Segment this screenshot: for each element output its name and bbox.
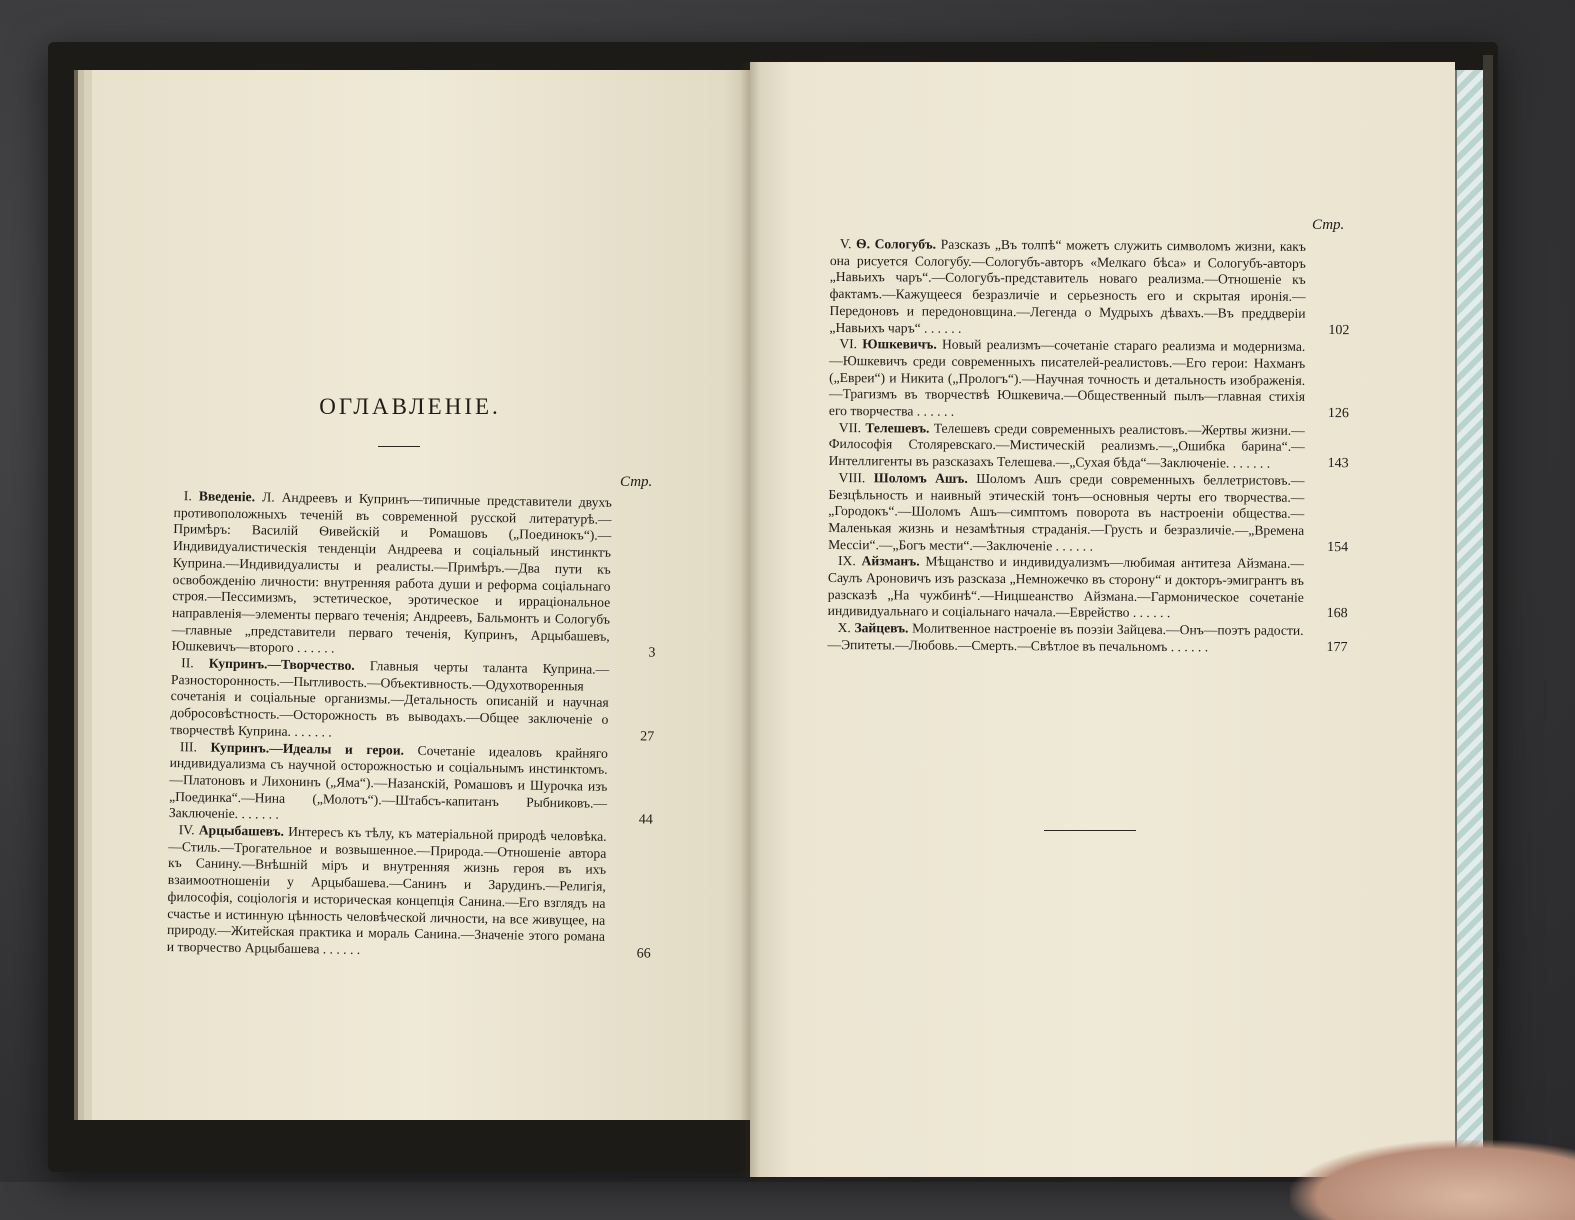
chapter-title: Зайцевъ.: [854, 620, 909, 636]
leader-dots: . . . . . .: [293, 640, 335, 656]
toc-entry: [827, 620, 1348, 656]
page-edge-marbling: [1455, 70, 1485, 1168]
chapter-summary: Мѣщанство и индивидуализмъ—любимая антитеза Айзмана.—Саулъ Ароновичъ изъ разсказа „Немножечко въ сторону“ и докторъ-эмигрантъ въ разсказѣ „На чужбинѣ“.—Ницшеанство Айзмана.—Гармоническое сочетаніе индивидуальнаго и соціальнаго начала.—Еврейство: [827, 553, 1305, 621]
page-number: 3: [648, 645, 656, 661]
page-number: 143: [1327, 456, 1349, 472]
leader-dots: . . . . . .: [290, 723, 332, 740]
chapter-title: Айзманъ.: [861, 553, 920, 569]
toc-title: ОГЛАВЛЕНІЕ.: [319, 394, 501, 419]
chapter-summary: Шоломъ Ашъ среди современныхъ беллетристовъ.—Безцѣльность и наивный этическій тонъ—основныя черты его творчества.—„Городокъ“.—Шоломъ Ашъ—симптомъ поворота въ настроеніи общества.—Маленькая жизнь и незамѣтныя страданія.—Грусть и безразличіе.—„Времена Мессіи“.—„Богъ мести“.—Заключеніе: [828, 470, 1305, 554]
toc-entry: [828, 419, 1349, 473]
chapter-summary: Разсказъ „Въ толпѣ“ можетъ служить символомъ жизни, какъ она рисуется Сологубу.—Сологубъ-авторъ «Мелкаго бѣса» и Сологубъ-авторъ „Навьихъ чаръ“.—Сологубъ-представитель новаго реализма.—Отношеніе къ фактамъ.—Кажущееся безразличіе и серьезность его и скрытая иронія.—Передоновъ и передоновщина.—Легенда о Мудрыхъ дѣвахъ.—Въ преддверіи „Навьихъ чаръ“: [829, 236, 1307, 336]
chapter-number: VII.: [838, 419, 862, 435]
page-number: 177: [1326, 639, 1348, 656]
chapter-number: VI.: [839, 336, 858, 352]
chapter-summary: Новый реализмъ—сочетаніе стараго реализма и модернизма.—Юшкевичъ среди современныхъ писателей-реалистовъ.—Его герои: Нахманъ („Евреи“) и Никита („Прологъ“).—Научная точность и детальность изображенія.—Трагизмъ въ творчествѣ Юшкевича.—Общественный пылъ—главная стихія его творчества: [828, 336, 1306, 419]
leader-dots: . . . . . .: [319, 941, 361, 957]
page-number: 154: [1327, 539, 1349, 555]
leader-dots: . . . . . .: [913, 403, 955, 419]
chapter-summary: Молитвенное настроеніе въ поэзіи Зайцева.—Онъ—поэтъ радости.—Эпитеты.—Любовь.—Смерть.—Свѣтлое въ печальномъ: [827, 620, 1304, 654]
page-number: 44: [638, 812, 653, 828]
page-column-label-right: Стр.: [1312, 217, 1345, 233]
book-gutter: [740, 62, 760, 1177]
chapter-number: I.: [183, 488, 192, 504]
page-number: 66: [636, 946, 651, 962]
chapter-title: Шоломъ Ашъ.: [873, 470, 968, 486]
page-number: 102: [1328, 322, 1350, 338]
chapter-summary: Сочетаніе идеаловъ крайняго индивидуализма съ научной осторожностью и соціальнымъ инстинктомъ.—Платоновъ и Лихонинъ („Яма“).—Назанскій, Ромашовъ и Шурочка изъ „Поединка“.—Нина („Молотъ“).—Штабсъ-капитанъ Рыбниковъ.—Заключеніе.: [168, 742, 609, 822]
leader-dots: . . . . . .: [1167, 638, 1209, 655]
chapter-title: Ѳ. Сологубъ.: [856, 236, 937, 252]
cover-edge: [1483, 55, 1493, 1170]
title-rule: [378, 446, 420, 447]
chapter-number: IV.: [178, 822, 195, 838]
chapter-title: Купринъ.—Идеалы и герои.: [210, 739, 405, 758]
toc-entry: [166, 822, 651, 962]
chapter-number: II.: [181, 655, 194, 671]
chapter-title: Введеніе.: [198, 488, 256, 505]
toc-entry: [828, 469, 1349, 556]
leader-dots: . . . . . .: [238, 806, 280, 823]
leader-dots: . . . . . .: [920, 320, 962, 336]
toc-entry: [828, 336, 1349, 422]
page-number: 27: [640, 729, 655, 745]
page-number: 126: [1327, 406, 1349, 422]
chapter-title: Юшкевичъ.: [862, 336, 937, 352]
page-column-label-left: Стр.: [620, 474, 653, 490]
chapter-summary: Л. Андреевъ и Купринъ—типичные представители двухъ противоположныхъ теченій въ современной русской литературѣ.—Примѣръ: Василій Ѳивейскій и Ромашовъ („Поединокъ“).—Индивидуалистическія тенденціи Андреева и соціальный инстинктъ Куприна.—Индивидуалисты и реалисты.—Примѣръ.—Два пути къ освобожденію личности: внутренняя работа души и реформа соціальнаго строя.—Пессимизмъ, эстетическое, эротическое и ирраціональное направленія—элементы перваго теченія; Андреевъ, Бальмонтъ и Сологубъ—главные „представители перваго теченія, Купринъ, Арцыбашевъ, Юшкевичъ—второго: [171, 489, 612, 656]
chapter-number: X.: [837, 620, 851, 636]
toc-entry: [168, 738, 653, 829]
thumb: [1290, 1140, 1575, 1220]
chapter-summary: Главныя черты таланта Куприна.—Разносторонность.—Пытливость.—Объективность.—Одухотворенныя сочетанія и соціальные организмы.—Детальность описаній и научная добросовѣстность.—Осторожность въ выводахъ.—Общее заключеніе о творчествѣ Куприна.: [170, 658, 610, 739]
toc-entry: [171, 488, 656, 662]
leader-dots: . . . . . .: [1229, 455, 1271, 471]
chapter-number: IX.: [837, 553, 856, 569]
toc-right-column: [827, 236, 1350, 656]
chapter-number: V.: [839, 236, 852, 252]
toc-entry: [827, 553, 1348, 623]
chapter-title: Телешевъ.: [865, 419, 930, 436]
leader-dots: . . . . . .: [1129, 605, 1171, 621]
end-rule: [1044, 830, 1136, 831]
chapter-number: VIII.: [838, 469, 866, 486]
chapter-title: Арцыбашевъ.: [198, 822, 285, 839]
toc-left-column: [166, 488, 656, 963]
page-number: 168: [1326, 606, 1348, 622]
chapter-number: III.: [179, 738, 198, 754]
chapter-title: Купринъ.—Творчество.: [208, 655, 355, 673]
chapter-summary: Интересъ къ тѣлу, къ матеріальной природѣ человѣка.—Стиль.—Трогательное и возвышенное.—Природа.—Отношеніе автора къ Санину.—Внѣшній міръ и внутренняя жизнь героя въ ихъ взаимоотношеніи у Арцыбашева.—Санинъ и Зарудинъ.—Религія, философія, соціологія и историческая концепція Санина.—Его взглядъ на счастье и истинную цѣнность человѣческой личности, на все живущее, на природу.—Житейская практика и мораль Санина.—Значеніе этого романа и творчество Арцыбашева: [166, 823, 607, 957]
toc-entry: [170, 655, 655, 745]
toc-entry: [829, 236, 1350, 339]
leader-dots: . . . . . .: [1052, 538, 1094, 554]
chapter-summary: Телешевъ среди современныхъ реалистовъ.—Жертвы жизни.—Философія Столяревскаго.—Мистическій реализмъ.—„Ошибка барина“.—Интеллигенты въ разсказахъ Телешева.—„Сухая бѣда“—Заключеніе.: [828, 420, 1305, 471]
